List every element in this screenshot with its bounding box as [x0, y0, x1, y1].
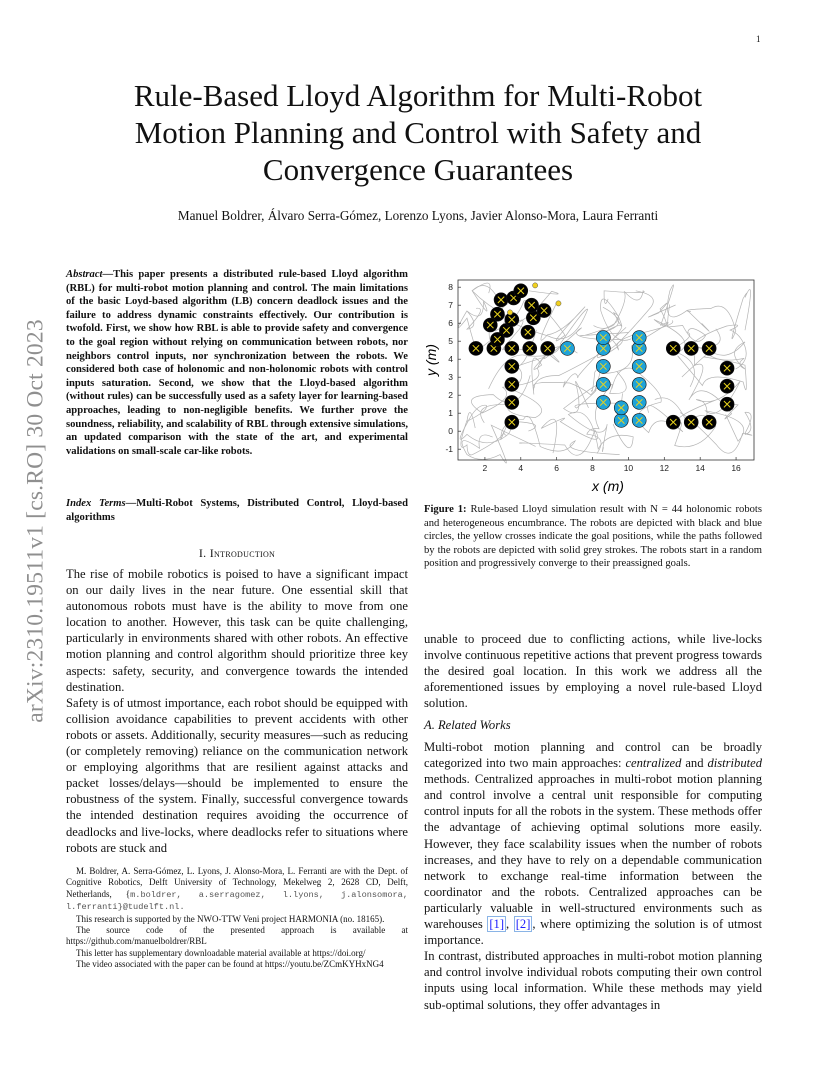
y-tick-label: 3: [448, 372, 453, 383]
robot-path: [460, 405, 506, 443]
x-tick-label: 12: [659, 463, 670, 473]
footnote-support: This research is supported by the NWO-TTW Veni project HARMONIA (no. 18165).: [76, 913, 385, 924]
rw-centralized: centralized: [625, 756, 682, 771]
goal-marker: [507, 310, 512, 315]
rw-distributed: distributed: [707, 756, 763, 771]
section-heading: [66, 546, 408, 561]
abstract-label: Abstract: [66, 269, 103, 280]
related-works-paragraph: [424, 739, 762, 948]
abstract: [66, 268, 408, 458]
y-tick-label: 1: [448, 408, 453, 419]
robot-path: [462, 425, 536, 463]
section-number: I.: [198, 546, 210, 560]
footnote-affiliation-text: M. Boldrer, A. Serra-Gómez, L. Lyons, J. Alonso-Mora, L. Ferranti are with the Dept. of Cognitive Robotics, Delft University of Technology, Mekelweg 2, 2628 CD, Delft, Netherlands, {: [66, 866, 408, 899]
citation-link[interactable]: [2]: [515, 917, 531, 932]
x-tick-label: 10: [623, 463, 634, 473]
footnote-affiliation: [66, 866, 408, 914]
rw-text: and: [681, 756, 708, 771]
paper-title: [60, 77, 776, 188]
title-line-2: Motion Planning and Control with Safety and: [134, 115, 702, 150]
y-tick-label: 8: [448, 282, 453, 293]
robot-path: [532, 350, 600, 394]
figure-caption-text: Rule-based Lloyd simulation result with N = 44 holonomic robots and heterogeneous encumbrance. The robots are depicted with black and blue circles, the yellow crosses indicate the goal positions, while the paths followed by the robots are depicted with solid grey strokes. The robots start in a random position and progressively converge to their preassigned goals.: [424, 504, 762, 570]
footnote-emails: m.boldrer, a.serragomez, l.lyons, j.alonsomora, l.ferranti: [66, 889, 408, 913]
footnote-code: The source code of the presented approach is available at https://github.com/manuelboldrer/RBL: [66, 925, 408, 947]
figure-caption: [424, 503, 762, 571]
x-tick-label: 14: [695, 463, 705, 473]
rw-text: Multi-robot motion planning and control can be broadly categorized into two main approaches:: [424, 740, 762, 771]
y-tick-label: 5: [448, 336, 453, 347]
robot-path: [471, 347, 577, 413]
section-title: Introduction: [209, 546, 276, 560]
rw-text: methods. Centralized approaches in multi-robot motion planning and control involve a central unit responsible for computing control inputs for all the robots in the system. These methods offer the advantage of achieving optimal solutions more easily. However, they face scalability issues when the number of robots increases, and they have to rely on a dependable communication network to exchange real-time information between the coordinator and the robots. Centralized approaches can be particularly valuable in well-structured environments such as warehouses: [424, 772, 762, 932]
title-line-3: Convergence Guarantees: [262, 152, 574, 187]
footnote-supplementary: This letter has supplementary downloadable material available at https://doi.org/: [76, 947, 366, 958]
y-tick-label: 4: [448, 354, 453, 365]
x-tick-label: 6: [554, 463, 560, 473]
rw-text: , where optimizing the solution is of utmost importance.: [424, 917, 763, 948]
footnotes: [66, 866, 408, 971]
y-tick-label: 2: [448, 390, 453, 401]
footnote-domain: }@tudelft.nl.: [117, 902, 185, 913]
rw-text: ,: [506, 917, 514, 932]
intro-paragraph: The rise of mobile robotics is poised to have a significant impact on our daily lives in the near future. One essential skill that autonomous robots must have is the ability to move from one location to another. However, this task can be quite challenging, particularly in environments shared with other robots. An effective motion planning and control algorithm should prioritize three key aspects: safety, security, and convergence towards the intended destination.: [66, 567, 408, 694]
x-tick-label: 8: [590, 463, 595, 473]
author-list: Manuel Boldrer, Álvaro Serra-Gómez, Lorenzo Lyons, Javier Alonso-Mora, Laura Ferranti: [177, 208, 659, 223]
y-tick-label: -1: [445, 444, 453, 455]
related-works-text: [424, 739, 762, 1013]
abstract-text: —This paper presents a distributed rule-based Lloyd algorithm (RBL) for multi-robot motion planning and control. The main limitations of the basic Loyd-based algorithm (LB) concern deadlock issues and the failure to address dynamic constraints effectively. Our contribution is twofold. First, we show how RBL is able to provide safety and convergence to the goal region without relying on communication between robots, nor neighbors control inputs, nor synchronization between the robots. We considered both case of holonomic and non-holonomic robots with control inputs saturation. Second, we show that the Lloyd-based algorithm (without rules) can be successfully used as a safety layer for learning-based approaches, leading to non-negligible benefits. We further prove the soundness, reliability, and scalability of RBL through extensive simulations, an updated comparison with the state of the art, and experimental validations on small-scale car-like robots.: [66, 269, 408, 457]
index-terms-text: —Multi-Robot Systems, Distributed Control, Lloyd-based algorithms: [66, 498, 408, 523]
robot-path: [678, 356, 747, 390]
intro-continued: unable to proceed due to conflicting actions, while live-locks involve continuous repetitive actions that prevent progress towards the desired goal location. In this work we address all the aforementioned issues by employing a novel rule-based Lloyd solution.: [424, 632, 762, 711]
simulation-figure: [418, 272, 760, 498]
index-terms-label: Index Terms: [66, 498, 126, 509]
x-tick-label: 2: [482, 463, 488, 473]
x-tick-label: 16: [731, 463, 741, 473]
goal-marker: [556, 301, 561, 306]
robot-path: [693, 342, 745, 369]
robot-path: [687, 290, 751, 339]
intro-text: [66, 566, 408, 856]
footnote-video: The video associated with the paper can be found at https://youtu.be/ZCmKYHxNG4: [76, 959, 384, 970]
intro-paragraph: Safety is of utmost importance, each robot should be equipped with collision avoidance capabilities to prevent accidents with other robots or assets. Additionally, security measures—such as reducing (or completely removing) reliance on the communication network or employing algorithms that are resilient against attacks and packet losses/delays—should be implemented to ensure the robustness of the system. Finally, successful convergence towards the intended destination requires avoiding the occurrence of deadlocks and live-locks, where deadlocks refer to situations where robots are stuck and: [66, 695, 408, 855]
y-tick-label: 7: [448, 300, 453, 311]
y-tick-label: 6: [448, 318, 453, 329]
title-line-1: Rule-Based Lloyd Algorithm for Multi-Robot: [133, 78, 703, 113]
x-axis-label: x (m): [592, 478, 624, 494]
citation-link[interactable]: [1]: [489, 917, 505, 932]
related-works-paragraph: In contrast, distributed approaches in multi-robot motion planning and control involve individual robots computing their own control inputs using local information. While these methods may yield sub-optimal solutions, they offer advantages in: [424, 949, 762, 1012]
figure-label: Figure 1:: [424, 504, 467, 515]
index-terms: [66, 497, 408, 524]
arxiv-stamp: [14, 286, 58, 756]
goal-marker: [533, 283, 538, 288]
x-tick-label: 4: [518, 463, 524, 473]
robot-path: [696, 381, 744, 441]
subsection-heading: A. Related Works: [424, 718, 511, 732]
arxiv-stamp-text: arXiv:2310.19511v1 [cs.RO] 30 Oct 2023: [22, 319, 49, 723]
y-axis-label: y (m): [423, 344, 439, 376]
robot-path: [461, 420, 536, 455]
page-number: 1: [756, 34, 761, 44]
y-tick-label: 0: [448, 426, 453, 437]
